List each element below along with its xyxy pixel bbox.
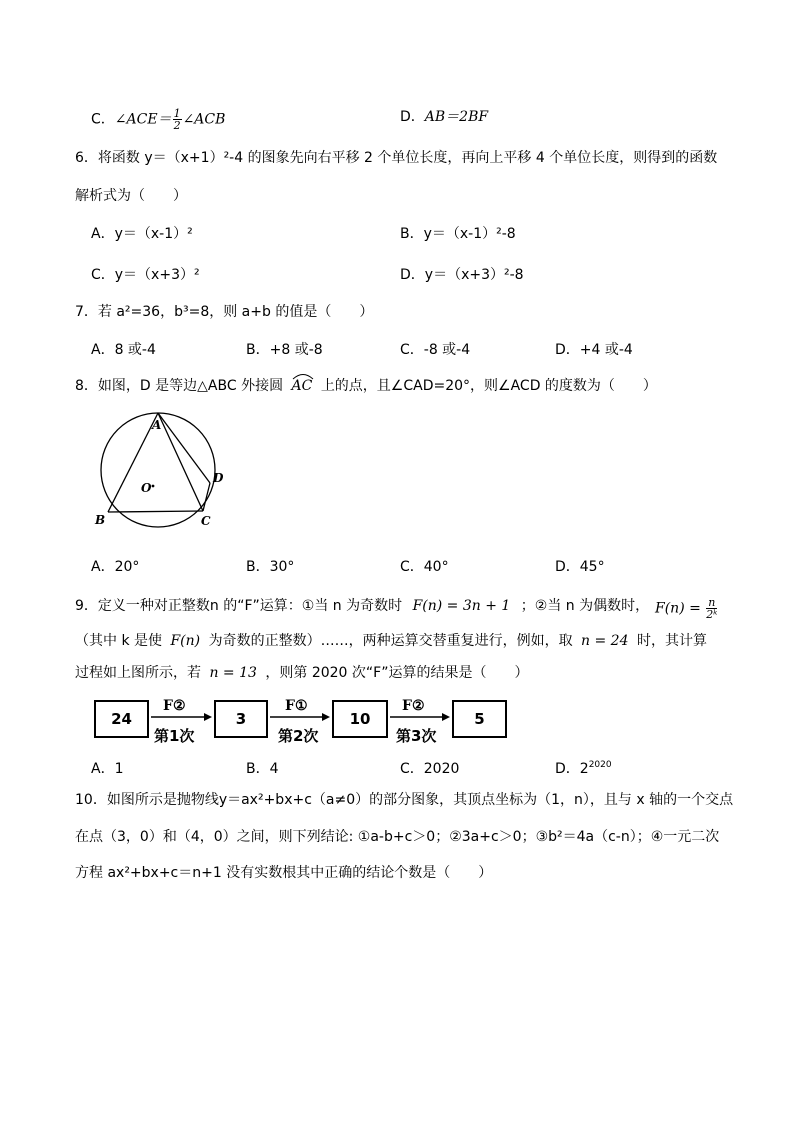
q9-fn-even-lhs: F(n) = [655,600,701,617]
arrow-head-icon [322,713,330,721]
q8-option-c: C．40° [400,559,449,575]
q7-option-c: C．-8 或-4 [400,342,471,358]
q9-d-label: D．2 [555,761,589,777]
q7-option-d: D．+4 或-4 [555,342,633,358]
q9-l3a: 过程如上图所示，若 [75,665,201,681]
q9-l1a: 9．定义一种对正整数n 的“F”运算：①当 n 为奇数时 [75,598,403,614]
q9-fn-den: 2ᵏ [706,608,718,621]
flow-op-2: F① [285,698,308,714]
q9-l2b: F(n) [170,633,201,649]
q9-l1b: F(n) = 3n + 1 [412,598,511,614]
q6-stem-line1: 6．将函数 y＝（x+1）²-4 的图象先向右平移 2 个单位长度，再向上平移 4 个单位长度，则得到的函数 [75,150,718,166]
q6-option-a: A．y＝（x-1）² [91,226,193,242]
q5-d-label: D． [400,109,425,125]
flow-step-2: 第2次 [278,727,319,745]
q5-c-den: 2 [173,119,181,132]
q10-line3: 方程 ax²+bx+c＝n+1 没有实数根其中正确的结论个数是（ ） [75,865,493,881]
flow-op-1: F② [163,698,186,714]
q9-l2c: 为奇数的正整数）……，两种运算交替重复进行，例如，取 [208,633,573,649]
q9-l2d: n = 24 [581,633,629,649]
q8-label-o: O [141,481,152,495]
q9-option-b: B．4 [246,761,279,777]
q9-fn-num: n [708,596,716,609]
q6-stem-line2: 解析式为（ ） [75,188,187,204]
flow-box-3: 10 [332,700,388,738]
q9-l2e: 时，其计算 [636,633,707,649]
flow-op-3: F② [402,698,425,714]
q6-option-d: D．y＝（x+3）²-8 [400,267,524,283]
q9-l1c: ；②当 n 为偶数时， [520,598,650,614]
q9-option-a: A．1 [91,761,124,777]
q8-arc-label: AC [291,378,313,394]
q5-d-text: AB＝2BF [424,109,489,125]
flow-box-1: 24 [94,700,149,738]
q8-label-b: B [95,513,106,527]
q9-l2a: （其中 k 是使 [75,633,163,649]
q8-stem-b: 上的点，且∠CAD=20°，则∠ACD 的度数为（ ） [320,378,657,394]
q6-option-b: B．y＝（x-1）²-8 [400,226,516,242]
q8-option-d: D．45° [555,559,605,575]
q9-option-d [555,760,612,780]
q8-label-a: A [152,418,162,432]
q10-line2: 在点（3，0）和（4，0）之间，则下列结论: ①a-b+c＞0；②3a+c＞0；③b²＝4a（c-n）；④一元二次 [75,829,720,845]
q8-option-a: A．20° [91,559,140,575]
flow-step-1: 第1次 [154,727,195,745]
q7-option-b: B．+8 或-8 [246,342,323,358]
q9-l3b: n = 13 [209,665,257,681]
flow-box-4: 5 [452,700,507,738]
q8-stem-a: 8．如图，D 是等边△ABC 外接圆 [75,378,284,394]
arrow-head-icon [204,713,212,721]
q8-label-d: D [213,471,224,485]
q8-label-c: C [201,514,211,528]
q9-d-exponent: 2020 [588,760,612,770]
q5-c-label: C． [91,111,115,128]
q5-c-num: 1 [173,107,181,120]
flow-step-3: 第3次 [396,727,437,745]
arrow-head-icon [442,713,450,721]
q10-line1: 10．如图所示是抛物线y＝ax²+bx+c（a≠0）的部分图象，其顶点坐标为（1，n），且与 x 轴的一个交点 [75,792,734,808]
q6-option-c: C．y＝（x+3）² [91,267,200,283]
q8-option-b: B．30° [246,559,295,575]
q9-l3c: ，则第 2020 次“F”运算的结果是（ ） [265,665,529,681]
flow-box-2: 3 [214,700,268,738]
q7-option-a: A．8 或-4 [91,342,156,358]
q7-stem: 7．若 a²=36，b³=8，则 a+b 的值是（ ） [75,304,374,320]
q9-option-c: C．2020 [400,761,460,777]
q5-c-prefix: ∠ACE＝ [114,111,172,128]
q5-c-suffix: ∠ACB [182,111,226,128]
